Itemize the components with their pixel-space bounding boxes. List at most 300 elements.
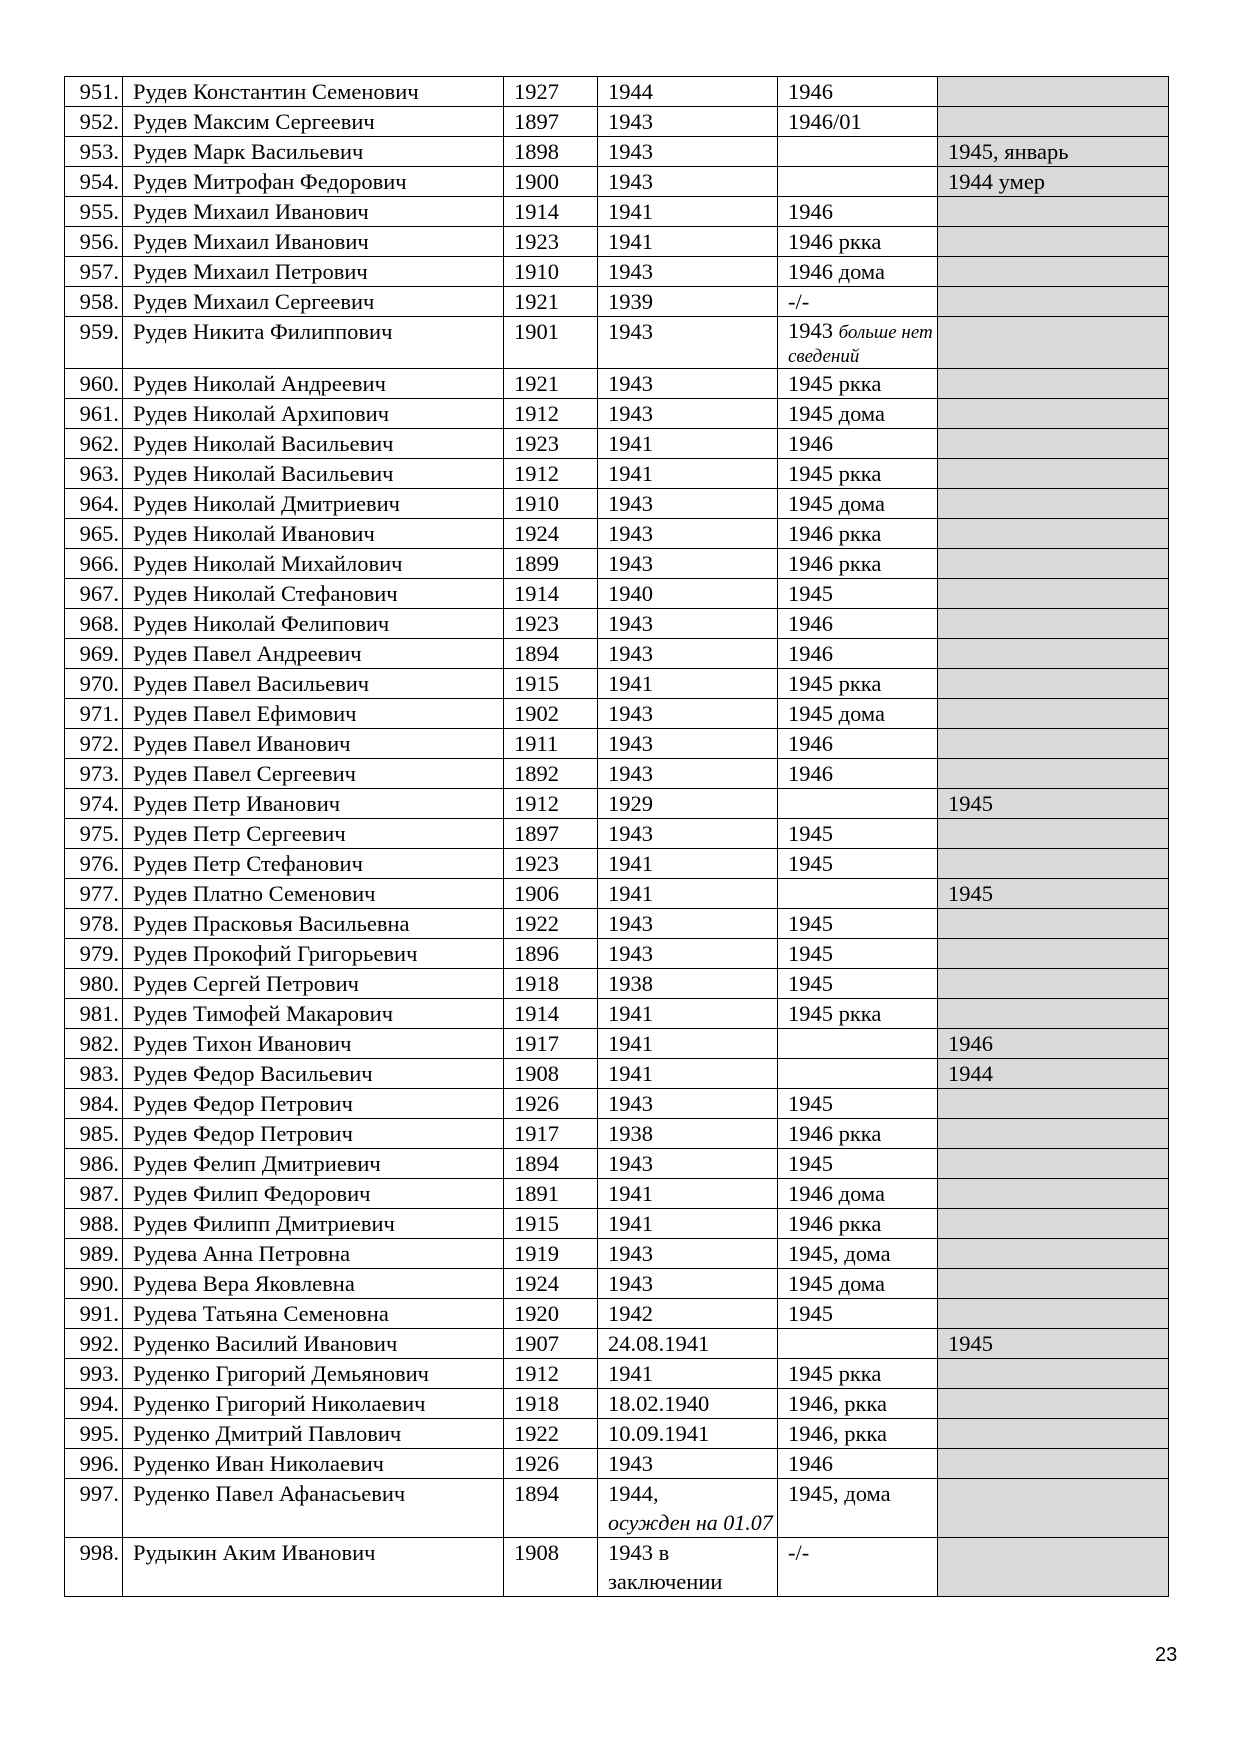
table-row — [65, 197, 1169, 227]
from-year-cell: 1943 — [598, 519, 778, 549]
extra-info-cell — [938, 969, 1169, 999]
name-cell: Рудев Павел Андреевич — [123, 639, 504, 669]
table-row — [65, 729, 1169, 759]
row-number-cell: 985. — [65, 1119, 123, 1149]
name-cell: Рудев Николай Васильевич — [123, 459, 504, 489]
release-cell: 1945 — [778, 1299, 938, 1329]
table-row — [65, 1179, 1169, 1209]
from-year-cell: 1943 — [598, 1239, 778, 1269]
extra-info-cell — [938, 699, 1169, 729]
from-year-cell: 1943 — [598, 639, 778, 669]
extra-info-cell — [938, 549, 1169, 579]
extra-info-cell — [938, 489, 1169, 519]
extra-info-cell — [938, 1479, 1169, 1538]
birth-year-cell: 1908 — [504, 1059, 598, 1089]
table-row — [65, 107, 1169, 137]
row-number-cell: 995. — [65, 1419, 123, 1449]
from-year-cell: 1943 — [598, 317, 778, 369]
extra-info-cell: 1946 — [938, 1029, 1169, 1059]
table-row — [65, 879, 1169, 909]
row-number-cell: 961. — [65, 399, 123, 429]
table-row — [65, 519, 1169, 549]
table-row — [65, 699, 1169, 729]
name-cell: Руденко Григорий Демьянович — [123, 1359, 504, 1389]
name-cell: Рудев Федор Петрович — [123, 1119, 504, 1149]
release-text: 1943 — [788, 318, 833, 343]
row-number-cell: 993. — [65, 1359, 123, 1389]
extra-info-cell — [938, 939, 1169, 969]
row-number-cell: 957. — [65, 257, 123, 287]
table-row — [65, 1479, 1169, 1538]
birth-year-cell: 1900 — [504, 167, 598, 197]
name-cell: Рудев Прасковья Васильевна — [123, 909, 504, 939]
row-number-cell: 958. — [65, 287, 123, 317]
name-cell: Рудев Никита Филиппович — [123, 317, 504, 369]
row-number-cell: 990. — [65, 1269, 123, 1299]
birth-year-cell: 1912 — [504, 1359, 598, 1389]
table-row — [65, 1359, 1169, 1389]
birth-year-cell: 1892 — [504, 759, 598, 789]
row-number-cell: 955. — [65, 197, 123, 227]
table-row — [65, 579, 1169, 609]
row-number-cell: 952. — [65, 107, 123, 137]
extra-info-cell — [938, 999, 1169, 1029]
table-row — [65, 549, 1169, 579]
from-year-cell: 1942 — [598, 1299, 778, 1329]
table-row — [65, 459, 1169, 489]
from-year-cell: 1943 — [598, 167, 778, 197]
table-row — [65, 1419, 1169, 1449]
table-row — [65, 137, 1169, 167]
from-year-cell: 1943 — [598, 609, 778, 639]
name-cell: Рудев Михаил Петрович — [123, 257, 504, 287]
extra-info-cell — [938, 1089, 1169, 1119]
release-cell: 1945 дома — [778, 399, 938, 429]
name-cell: Рудева Анна Петровна — [123, 1239, 504, 1269]
from-year-cell: 1941 — [598, 459, 778, 489]
name-cell: Руденко Дмитрий Павлович — [123, 1419, 504, 1449]
from-year-cell: 1941 — [598, 669, 778, 699]
birth-year-cell: 1923 — [504, 849, 598, 879]
extra-info-cell — [938, 759, 1169, 789]
release-cell: 1945 — [778, 939, 938, 969]
name-cell: Рудев Николай Фелипович — [123, 609, 504, 639]
row-number-cell: 978. — [65, 909, 123, 939]
birth-year-cell: 1921 — [504, 287, 598, 317]
birth-year-cell: 1915 — [504, 669, 598, 699]
table-row — [65, 789, 1169, 819]
row-number-cell: 974. — [65, 789, 123, 819]
extra-info-cell — [938, 1269, 1169, 1299]
name-cell: Рудев Петр Стефанович — [123, 849, 504, 879]
name-cell: Рудев Филип Федорович — [123, 1179, 504, 1209]
extra-info-cell — [938, 1359, 1169, 1389]
extra-info-cell — [938, 819, 1169, 849]
name-cell: Рудев Николай Иванович — [123, 519, 504, 549]
release-cell — [778, 1059, 938, 1089]
birth-year-cell: 1910 — [504, 257, 598, 287]
from-year-cell: 1943 — [598, 699, 778, 729]
row-number-cell: 964. — [65, 489, 123, 519]
name-cell: Рудев Тимофей Макарович — [123, 999, 504, 1029]
extra-info-cell — [938, 287, 1169, 317]
name-cell: Рудев Фелип Дмитриевич — [123, 1149, 504, 1179]
release-cell: 1945 ркка — [778, 369, 938, 399]
from-year-cell: 10.09.1941 — [598, 1419, 778, 1449]
from-year-cell: 1941 — [598, 999, 778, 1029]
row-number-cell: 969. — [65, 639, 123, 669]
from-year-cell: 1943 — [598, 819, 778, 849]
row-number-cell: 992. — [65, 1329, 123, 1359]
extra-info-cell: 1944 — [938, 1059, 1169, 1089]
birth-year-cell: 1897 — [504, 819, 598, 849]
extra-info-cell — [938, 1119, 1169, 1149]
name-cell: Рудев Константин Семенович — [123, 77, 504, 107]
name-cell: Рудев Михаил Сергеевич — [123, 287, 504, 317]
birth-year-cell: 1912 — [504, 399, 598, 429]
extra-info-cell — [938, 729, 1169, 759]
release-cell: 1946 ркка — [778, 1119, 938, 1149]
from-year-cell: 1943 — [598, 549, 778, 579]
birth-year-cell: 1911 — [504, 729, 598, 759]
birth-year-cell: 1915 — [504, 1209, 598, 1239]
release-cell — [778, 789, 938, 819]
birth-year-cell: 1908 — [504, 1538, 598, 1597]
records-table — [64, 76, 1169, 1597]
release-cell: -/- — [778, 1538, 938, 1597]
birth-year-cell: 1912 — [504, 789, 598, 819]
extra-info-cell — [938, 197, 1169, 227]
table-row — [65, 849, 1169, 879]
birth-year-cell: 1921 — [504, 369, 598, 399]
table-row — [65, 1389, 1169, 1419]
release-cell: 1946 ркка — [778, 227, 938, 257]
birth-year-cell: 1922 — [504, 909, 598, 939]
from-year-cell: 1941 — [598, 879, 778, 909]
release-cell: 1945 — [778, 579, 938, 609]
birth-year-cell: 1894 — [504, 1479, 598, 1538]
table-row — [65, 999, 1169, 1029]
table-row — [65, 939, 1169, 969]
extra-info-cell — [938, 77, 1169, 107]
table-row — [65, 1449, 1169, 1479]
release-cell: 1945 ркка — [778, 459, 938, 489]
table-row — [65, 1329, 1169, 1359]
extra-info-cell — [938, 1179, 1169, 1209]
from-year-cell: 1941 — [598, 227, 778, 257]
from-year-cell: 1943 — [598, 137, 778, 167]
release-cell: 1945 — [778, 1089, 938, 1119]
name-cell: Рудев Павел Ефимович — [123, 699, 504, 729]
birth-year-cell: 1914 — [504, 197, 598, 227]
extra-info-cell — [938, 317, 1169, 369]
release-cell: 1946 — [778, 639, 938, 669]
table-row — [65, 1239, 1169, 1269]
from-year-cell — [598, 1479, 778, 1538]
row-number-cell: 973. — [65, 759, 123, 789]
from-year-cell: 1943 — [598, 939, 778, 969]
release-cell — [778, 317, 938, 369]
release-cell: 1945 ркка — [778, 999, 938, 1029]
release-cell: 1946 — [778, 1449, 938, 1479]
release-cell — [778, 879, 938, 909]
birth-year-cell: 1891 — [504, 1179, 598, 1209]
table-row — [65, 1059, 1169, 1089]
from-year-cell: 18.02.1940 — [598, 1389, 778, 1419]
from-year-cell: 1941 — [598, 1209, 778, 1239]
release-cell: -/- — [778, 287, 938, 317]
table-row — [65, 1538, 1169, 1597]
birth-year-cell: 1920 — [504, 1299, 598, 1329]
from-year-cell: 1941 — [598, 1359, 778, 1389]
from-year-cell: 1938 — [598, 1119, 778, 1149]
row-number-cell: 975. — [65, 819, 123, 849]
table-row — [65, 1029, 1169, 1059]
from-year-cell: 1941 — [598, 849, 778, 879]
from-year-cell: 1940 — [598, 579, 778, 609]
extra-info-cell — [938, 579, 1169, 609]
extra-info-cell — [938, 399, 1169, 429]
name-cell: Рудев Николай Васильевич — [123, 429, 504, 459]
release-cell: 1945 дома — [778, 1269, 938, 1299]
release-cell: 1945, дома — [778, 1239, 938, 1269]
release-cell — [778, 1329, 938, 1359]
from-year-cell: 1941 — [598, 1059, 778, 1089]
extra-info-cell: 1945 — [938, 879, 1169, 909]
from-year-cell: 1929 — [598, 789, 778, 819]
row-number-cell: 967. — [65, 579, 123, 609]
table-row — [65, 167, 1169, 197]
name-cell: Рудева Татьяна Семеновна — [123, 1299, 504, 1329]
release-cell: 1946 — [778, 729, 938, 759]
from-year-cell: 1941 — [598, 429, 778, 459]
birth-year-cell: 1897 — [504, 107, 598, 137]
name-cell: Рудыкин Аким Иванович — [123, 1538, 504, 1597]
row-number-cell: 989. — [65, 1239, 123, 1269]
from-year-cell: 1944 — [598, 77, 778, 107]
table-row — [65, 669, 1169, 699]
row-number-cell: 962. — [65, 429, 123, 459]
birth-year-cell: 1927 — [504, 77, 598, 107]
extra-info-cell: 1945 — [938, 789, 1169, 819]
row-number-cell: 953. — [65, 137, 123, 167]
row-number-cell: 980. — [65, 969, 123, 999]
birth-year-cell: 1914 — [504, 579, 598, 609]
row-number-cell: 996. — [65, 1449, 123, 1479]
birth-year-cell: 1926 — [504, 1449, 598, 1479]
release-cell: 1946, ркка — [778, 1389, 938, 1419]
birth-year-cell: 1924 — [504, 1269, 598, 1299]
release-cell: 1945 — [778, 849, 938, 879]
release-cell: 1945 — [778, 909, 938, 939]
from-year-cell: 1943 — [598, 369, 778, 399]
extra-info-cell — [938, 849, 1169, 879]
table-row — [65, 609, 1169, 639]
release-cell: 1946 ркка — [778, 549, 938, 579]
release-cell: 1945 дома — [778, 699, 938, 729]
name-cell: Рудев Павел Иванович — [123, 729, 504, 759]
birth-year-cell: 1906 — [504, 879, 598, 909]
table-row — [65, 819, 1169, 849]
name-cell: Рудев Николай Стефанович — [123, 579, 504, 609]
table-row — [65, 369, 1169, 399]
extra-info-cell — [938, 1299, 1169, 1329]
release-cell: 1945 ркка — [778, 669, 938, 699]
release-cell: 1946 — [778, 197, 938, 227]
table-row — [65, 429, 1169, 459]
release-cell — [778, 167, 938, 197]
name-cell: Руденко Григорий Николаевич — [123, 1389, 504, 1419]
table-row — [65, 1089, 1169, 1119]
birth-year-cell: 1923 — [504, 609, 598, 639]
table-row — [65, 909, 1169, 939]
name-cell: Рудев Филипп Дмитриевич — [123, 1209, 504, 1239]
release-cell: 1946, ркка — [778, 1419, 938, 1449]
table-row — [65, 227, 1169, 257]
name-cell: Рудев Прокофий Григорьевич — [123, 939, 504, 969]
release-note: больше нет сведений — [788, 322, 933, 367]
row-number-cell: 959. — [65, 317, 123, 369]
release-cell: 1945, дома — [778, 1479, 938, 1538]
birth-year-cell: 1918 — [504, 969, 598, 999]
name-cell: Рудев Петр Сергеевич — [123, 819, 504, 849]
name-cell: Рудева Вера Яковлевна — [123, 1269, 504, 1299]
extra-info-cell: 1945 — [938, 1329, 1169, 1359]
records-table-body — [65, 77, 1169, 1597]
extra-info-cell — [938, 1449, 1169, 1479]
birth-year-cell: 1917 — [504, 1119, 598, 1149]
extra-info-cell — [938, 1149, 1169, 1179]
row-number-cell: 998. — [65, 1538, 123, 1597]
name-cell: Рудев Тихон Иванович — [123, 1029, 504, 1059]
release-cell: 1945 — [778, 819, 938, 849]
birth-year-cell: 1914 — [504, 999, 598, 1029]
extra-info-cell — [938, 609, 1169, 639]
release-cell: 1946/01 — [778, 107, 938, 137]
birth-year-cell: 1923 — [504, 429, 598, 459]
table-row — [65, 399, 1169, 429]
release-cell: 1946 дома — [778, 257, 938, 287]
row-number-cell: 965. — [65, 519, 123, 549]
extra-info-cell — [938, 257, 1169, 287]
from-year-cell: 1938 — [598, 969, 778, 999]
extra-info-cell — [938, 1209, 1169, 1239]
row-number-cell: 986. — [65, 1149, 123, 1179]
from-year-cell: 24.08.1941 — [598, 1329, 778, 1359]
extra-info-cell — [938, 107, 1169, 137]
birth-year-cell: 1899 — [504, 549, 598, 579]
from-year-cell: 1943 — [598, 729, 778, 759]
extra-info-cell: 1944 умер — [938, 167, 1169, 197]
extra-info-cell — [938, 459, 1169, 489]
release-cell: 1945 — [778, 969, 938, 999]
extra-info-cell — [938, 669, 1169, 699]
name-cell: Рудев Петр Иванович — [123, 789, 504, 819]
row-number-cell: 968. — [65, 609, 123, 639]
name-cell: Рудев Федор Петрович — [123, 1089, 504, 1119]
table-row — [65, 1209, 1169, 1239]
name-cell: Рудев Михаил Иванович — [123, 227, 504, 257]
row-number-cell: 966. — [65, 549, 123, 579]
from-year-cell: 1943 — [598, 257, 778, 287]
birth-year-cell: 1922 — [504, 1419, 598, 1449]
row-number-cell: 970. — [65, 669, 123, 699]
birth-year-cell: 1894 — [504, 639, 598, 669]
from-year-note: осужден на 01.07 — [608, 1510, 773, 1535]
row-number-cell: 977. — [65, 879, 123, 909]
name-cell: Руденко Иван Николаевич — [123, 1449, 504, 1479]
from-year-cell: 1943 — [598, 909, 778, 939]
birth-year-cell: 1924 — [504, 519, 598, 549]
extra-info-cell — [938, 1538, 1169, 1597]
from-year-cell: 1943 — [598, 759, 778, 789]
row-number-cell: 987. — [65, 1179, 123, 1209]
name-cell: Рудев Максим Сергеевич — [123, 107, 504, 137]
from-year-cell: 1943 — [598, 1449, 778, 1479]
row-number-cell: 976. — [65, 849, 123, 879]
table-row — [65, 317, 1169, 369]
row-number-cell: 972. — [65, 729, 123, 759]
extra-info-cell — [938, 369, 1169, 399]
name-cell: Рудев Николай Дмитриевич — [123, 489, 504, 519]
release-cell: 1945 дома — [778, 489, 938, 519]
name-cell: Рудев Федор Васильевич — [123, 1059, 504, 1089]
birth-year-cell: 1926 — [504, 1089, 598, 1119]
name-cell: Рудев Михаил Иванович — [123, 197, 504, 227]
row-number-cell: 981. — [65, 999, 123, 1029]
release-cell — [778, 1029, 938, 1059]
release-cell: 1946 — [778, 759, 938, 789]
table-row — [65, 1149, 1169, 1179]
name-cell: Рудев Марк Васильевич — [123, 137, 504, 167]
table-row — [65, 639, 1169, 669]
row-number-cell: 988. — [65, 1209, 123, 1239]
name-cell: Рудев Сергей Петрович — [123, 969, 504, 999]
extra-info-cell: 1945, январь — [938, 137, 1169, 167]
row-number-cell: 951. — [65, 77, 123, 107]
name-cell: Рудев Николай Архипович — [123, 399, 504, 429]
release-cell: 1946 — [778, 429, 938, 459]
release-cell: 1945 ркка — [778, 1359, 938, 1389]
from-year-cell: 1943 в заключении — [598, 1538, 778, 1597]
from-year-cell: 1943 — [598, 1269, 778, 1299]
table-row — [65, 1119, 1169, 1149]
birth-year-cell: 1896 — [504, 939, 598, 969]
from-year-cell: 1939 — [598, 287, 778, 317]
table-row — [65, 287, 1169, 317]
table-row — [65, 759, 1169, 789]
row-number-cell: 994. — [65, 1389, 123, 1419]
extra-info-cell — [938, 909, 1169, 939]
row-number-cell: 971. — [65, 699, 123, 729]
release-cell: 1946 ркка — [778, 519, 938, 549]
name-cell: Руденко Павел Афанасьевич — [123, 1479, 504, 1538]
birth-year-cell: 1898 — [504, 137, 598, 167]
birth-year-cell: 1894 — [504, 1149, 598, 1179]
row-number-cell: 979. — [65, 939, 123, 969]
row-number-cell: 982. — [65, 1029, 123, 1059]
from-year-cell: 1941 — [598, 197, 778, 227]
table-row — [65, 1269, 1169, 1299]
release-cell — [778, 137, 938, 167]
birth-year-cell: 1918 — [504, 1389, 598, 1419]
release-cell: 1946 — [778, 609, 938, 639]
extra-info-cell — [938, 1389, 1169, 1419]
row-number-cell: 983. — [65, 1059, 123, 1089]
extra-info-cell — [938, 1239, 1169, 1269]
row-number-cell: 984. — [65, 1089, 123, 1119]
page-number: 23 — [1155, 1644, 1178, 1666]
